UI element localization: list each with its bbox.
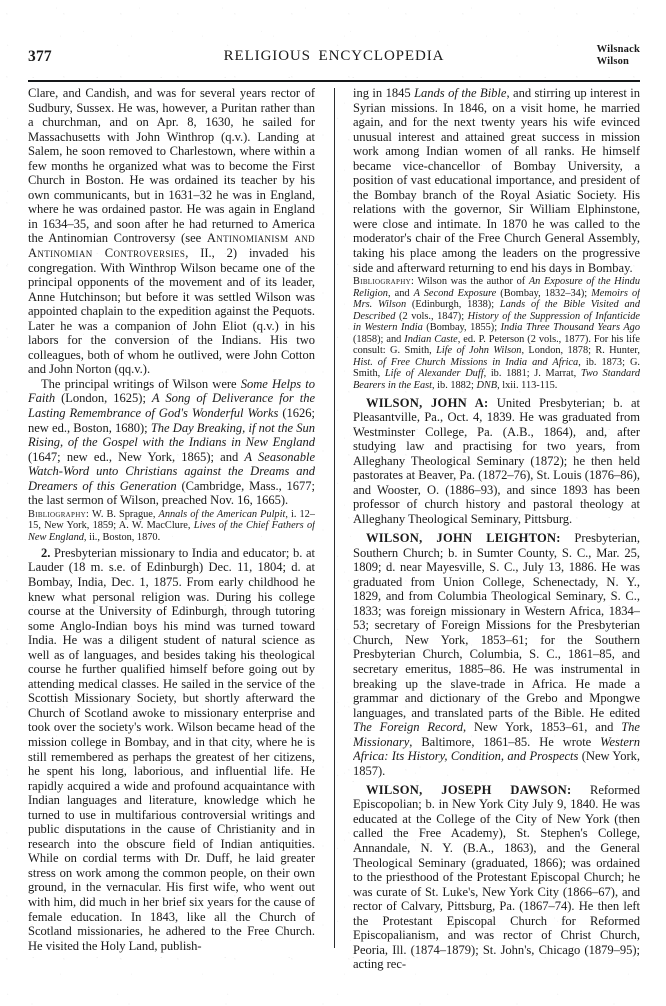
bib-title-memoirs-mrs-wilson: Memoirs of Mrs. Wilson — [353, 287, 640, 311]
text-run: ing in 1845 — [353, 86, 415, 100]
work-title-foreign-record: The Foreign Record — [353, 720, 463, 735]
page-header — [28, 46, 640, 80]
text-run: , and stirring up interest in Syrian missions. In 1846, on a visit home, he married again, and for the next twenty years his wife evinced unusual interest and attained great success in mission work among Indian women of all ranks. He himself became vice-chancellor of Bombay University, a position of vast educational importance, and president of the Bombay branch of the Royal Asiatic Society. His relations with the governor, Sir William Elphinstone, were close and intimate. In 1870 he was called to the moderator's chair of the Free Church General Assembly, taking his place among the leaders on the progressive side and afterward returning to end his days in Bombay. — [353, 86, 640, 275]
bib-title-life-of-john-wilson: Life of John Wilson — [436, 345, 522, 357]
running-head-entries — [597, 44, 640, 68]
text-run: (Bombay, 1855); — [422, 322, 501, 334]
bib-title-exposure-hindu-religion: An Exposure of the Hindu Religion — [353, 276, 640, 299]
paragraph-continued-from-left — [353, 86, 640, 275]
page-body — [28, 86, 640, 1002]
running-head-line-2: Wilson — [596, 55, 630, 67]
text-run: United Presbyterian; b. at Pleasantville, Pa., Oct. 4, 1839. He was graduated from Westminster College, Pa. (A.B., 1864), and, after studying law and practising for two years, from Alleghany Theological Seminary (1872); he then held pastorates at Beaver, Pa. (1872–76), St. Louis (1876–86), and Wooster, O. (1886–93), and since 1893 has been professor of church history and pastoral theology at Alleghany Theological Seminary, Pittsburg. — [353, 395, 640, 526]
entry-wilson-joseph-dawson — [353, 783, 640, 972]
bibliography-label: Bibliography: — [353, 276, 415, 288]
text-run: Wilson was the author of — [414, 276, 529, 288]
text-run: W. B. Sprague, — [89, 508, 159, 520]
bib-title-life-alexander-duff: Life of Alexander Duff — [384, 368, 484, 380]
bib-title-second-exposure: A Second Exposure — [413, 287, 497, 299]
bibliography-wilson-john-india — [353, 276, 640, 391]
bib-title-lives-chief-fathers: Lives of the Chief Fathers of New England — [28, 520, 315, 543]
text-run: , II., 2) invaded his congregation. With Winthrop Wilson became one of the principal opponents of the movement and of its leader, Anne Hutchinson; but before it was settled Wilson was appointed chaplain to the expedition against the Pequots. Later he was a companion of John Eliot (q.v.) in his labors for the conversion of the Indians. His two colleagues, both of whom he outlived, were John Cotton and John Norton (qq.v.). — [28, 246, 315, 377]
paragraph-wilson-john-continued — [28, 86, 315, 377]
entry-headword-wilson-john-a: WILSON, JOHN A: — [366, 395, 489, 410]
crossref-antinomianism: Antinomianism and Antinomian Controversies — [28, 231, 315, 261]
work-title-lands-of-the-bible: Lands of the Bible — [414, 86, 507, 100]
text-run: (Edinburgh, 1838); — [406, 299, 500, 311]
left-column — [28, 86, 315, 1002]
column-divider — [334, 88, 335, 948]
work-title-day-breaking: The Day Breaking, if not the Sun Rising, of the Gospel with the Indians in New England — [28, 420, 315, 450]
work-title-the-missionary: The Missionary — [353, 720, 640, 749]
text-run: Clare, and Candish, and was for several years rector of Sudbury, Sussex. He was, however, a Puritan rather than a churchman, and on Apr. 8, 1630, he sailed for Massachusetts with John Winthrop (q.v.). Landing at Salem, he soon removed to Charlestown, where within a few months he organized what was to become the First Church in Boston. He was ordained its teacher by his own communicants, but in 1631–32 he was in England, where he was ordained pastor. He was again in England in 1634–35, and soon after he had returned to America the Antinomian Controversy (see — [28, 86, 315, 246]
right-column — [353, 86, 640, 1002]
text-run: , Baltimore, 1861–85. He wrote — [409, 734, 601, 749]
text-run: , ib. 1882; — [432, 379, 477, 391]
entry-wilson-john-leighton — [353, 531, 640, 778]
running-head-line-1: Wilsnack — [596, 44, 640, 55]
bib-title-lands-bible-visited: Lands of the Bible Visited and Described — [353, 299, 640, 322]
text-run: , i. 12–15, New York, 1859; A. W. MacClure, — [28, 508, 315, 532]
bib-title-suppression-infanticide: History of the Suppression of Infanticide in Western India — [353, 310, 640, 334]
text-run: Presbyterian missionary to India and educator; b. at Lauder (18 m. s.e. of Edinburgh) Dec. 11, 1804; d. at Bombay, India, Dec. 1, 1875. From early childhood he knew what personal religion was. During his college course at the University of Edinburgh, through tutoring some Anglo-Indian boys his mind was turned toward India. He was a diligent student of natural science as well as of languages, and besides taking his theological course he further qualified himself before going out by attending medical classes. He sailed in the service of the Scottish Missionary Society, but shortly afterward the Church of Scotland awoke to missionary enterprise and took over the society's work. Wilson became head of the mission college in Bombay, and in that city, where he is still remembered as perhaps the greatest of her citizens, he spent his long, laborious, and influential life. He rapidly acquired a wide and profound acquaintance with Indian languages and literature, knowledge which he turned to use in multifarious controversial writings and public disputations in the cause of Christianity and in research into the obscure field of Indian antiquities. While on cordial terms with Dr. Duff, he laid greater stress on work among the common people, on their own ground, in the vernacular. His first wife, who went out with him, did much in her brief six years for the cause of female education. In 1843, like all the Church of Scotland missionaries, he adhered to the Free Church. He visited the Holy Land, publish- — [28, 545, 315, 953]
section-number: 2. — [41, 545, 51, 560]
text-run: , New York, 1853–61, and — [463, 720, 622, 735]
text-run: , London, 1878; R. Hunter, — [521, 345, 640, 357]
work-title-seasonable-watch-word: A Seasonable Watch-Word unto Christians against the Dreams and Dreamers of this Generation — [28, 449, 315, 493]
work-title-song-of-deliverance: A Song of Deliverance for the Lasting Remembrance of God's Wonderful Works — [28, 391, 315, 421]
text-run: (1626; new ed., Boston, 1680); — [28, 406, 315, 435]
bib-title-dnb: DNB — [476, 379, 498, 391]
running-title: RELIGIOUS ENCYCLOPEDIA — [223, 48, 445, 64]
bibliography-label: Bibliography: — [28, 508, 90, 520]
bib-title-indian-caste: Indian Caste — [404, 333, 458, 345]
bib-title-free-church-missions: Hist. of Free Church Missions in India and Africa — [353, 356, 579, 368]
text-run: (Cambridge, Mass., 1677; the last sermon of Wilson, preached Nov. 16, 1665). — [28, 478, 315, 508]
work-title-western-africa: Western Africa: Its History, Condition, and Prospects — [353, 734, 640, 764]
text-run: (Bombay, 1832–34); — [496, 287, 592, 299]
bib-title-annals-american-pulpit: Annals of the American Pulpit — [158, 508, 286, 520]
text-run: Presbyterian, Southern Church; b. in Sumter County, S. C., Mar. 25, 1809; d. near Mayesville, S. C., July 13, 1886. He was graduated from Union College, Schenectady, N. Y., 1829, and from Columbia Theological Seminary, S. C., 1833; was foreign missionary in Western Africa, 1834–53; secretary of Foreign Missions for the Presbyterian Church, New York, 1853–61; for the Southern Presbyterian Church, Columbia, S. C., 1861–85, and secretary emeritus, 1885–86. He was instrumental in breaking up the slave-trade in Africa. He made a grammar and dictionary of the Grebo and Mpongwe languages, and translated parts of the Bible. He edited — [353, 531, 640, 720]
paragraph-wilson-writings — [28, 377, 315, 508]
text-run: The principal writings of Wilson were — [41, 376, 241, 391]
entry-headword-wilson-joseph-dawson: WILSON, JOSEPH DAWSON: — [366, 782, 572, 797]
page-number: 377 — [28, 48, 52, 65]
text-run: (1647; new ed., New York, 1865); and — [28, 449, 245, 464]
text-run: (1858); and — [353, 333, 405, 345]
bib-title-india-three-thousand-years: India Three Thousand Years Ago — [500, 322, 640, 334]
bibliography-wilson-john — [28, 509, 315, 544]
text-run: , and — [387, 287, 414, 299]
text-run: (New York, 1857). — [353, 749, 640, 778]
paragraph-section-2 — [28, 546, 315, 953]
entry-wilson-john-a — [353, 396, 640, 527]
text-run: , ib. 1873; G. Smith, — [353, 356, 640, 380]
text-run: (2 vols., 1847); — [395, 310, 468, 322]
entry-headword-wilson-john-leighton: WILSON, JOHN LEIGHTON: — [366, 531, 561, 546]
text-run: , ib. 1881; J. Marrat, — [483, 368, 581, 380]
work-title-some-helps-to-faith: Some Helps to Faith — [28, 376, 315, 406]
bib-title-two-standard-bearers: Two Standard Bearers in the East — [353, 368, 640, 391]
text-run: (London, 1625); — [55, 391, 152, 406]
text-run: Reformed Episcopolian; b. in New York City July 9, 1840. He was educated at the College of the City of New York (then called the Free Academy), St. Stephen's College, Annandale, N. Y. (B.A., 1863), and the General Theological Seminary (graduated, 1866); was ordained to the priesthood of the Protestant Episcopal Church; he was curate of St. Luke's, New York City (1866–67), and rector of Calvary, Pittsburg, Pa. (1867–74). He then left the Protestant Episcopal Church for Reformed Episcopalianism, and was rector of Christ Church, Peoria, Ill. (1874–1879); St. John's, Chicago (1879–95); acting rec- — [353, 782, 640, 972]
header-rule — [28, 80, 640, 82]
text-run: , lxii. 113-115. — [497, 379, 558, 391]
text-run: , ii., Boston, 1870. — [83, 531, 161, 543]
text-run: , ed. P. Peterson (2 vols., 1877). For his life consult: G. Smith, — [353, 333, 640, 357]
